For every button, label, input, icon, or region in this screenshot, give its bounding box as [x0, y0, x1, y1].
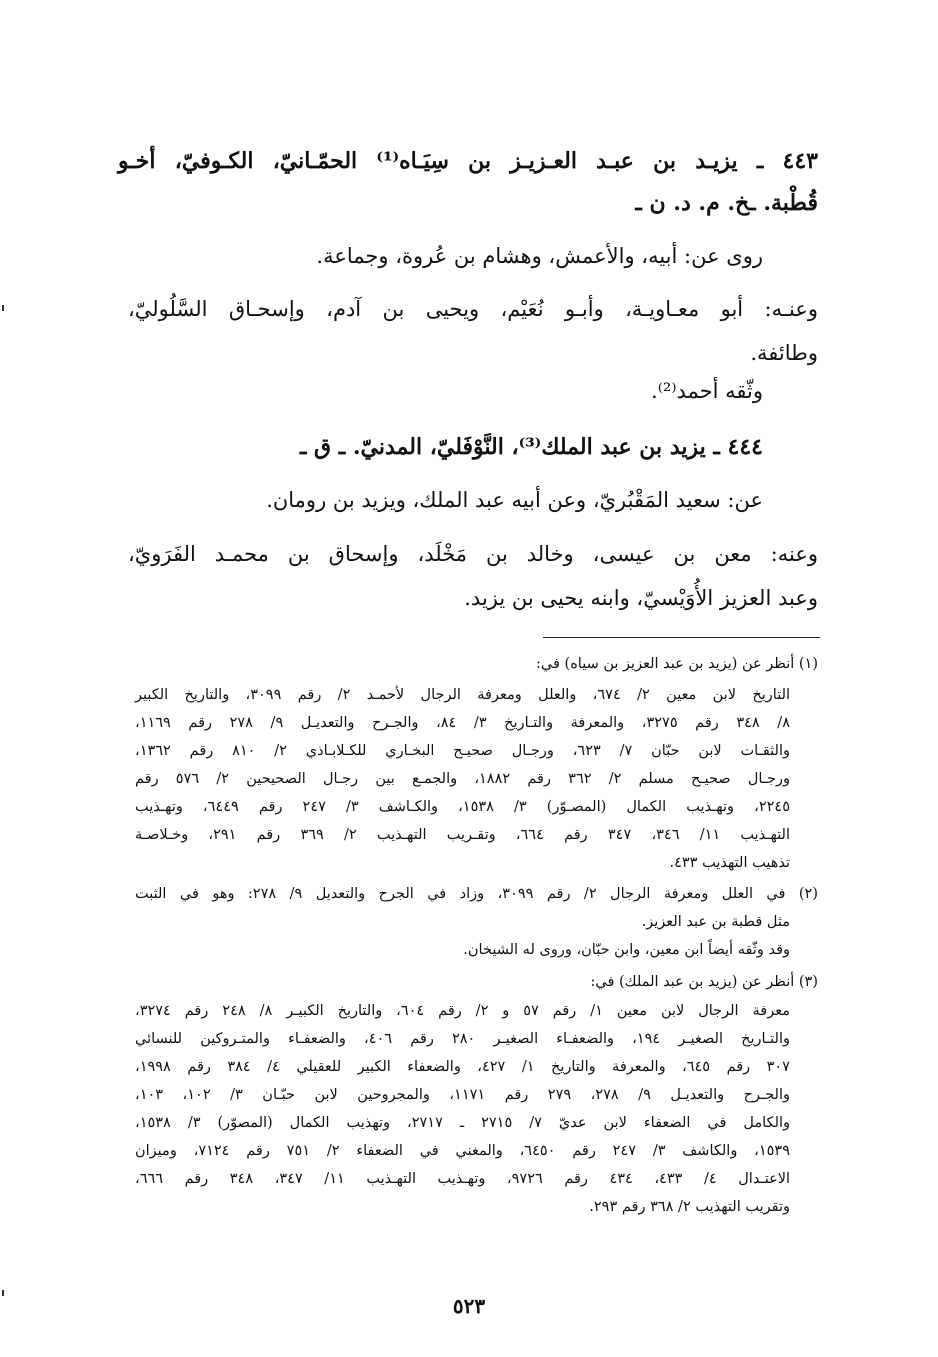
entry-444-an: عن: سعيد المَقْبُريّ، وعن أبيه عبد الملك، ويزيد بن رومان. — [266, 488, 763, 512]
footnote-1-line-4: والثقـات لابن حبّان ٧/ ٦٢٣، ورجـال صحيـح البخـاري للكـلابـاذي ٢/ ٨١٠ رقم ١٣٦٢، — [135, 743, 791, 759]
footnote-3-line-2: معرفة الرجال لابن معين ١/ رقم ٥٧ و ٢/ رقم ٦٠٤، والتاريخ الكبيـر ٨/ ٢٤٨ رقم ٣٢٧٤، — [135, 1003, 790, 1019]
footnote-2-line-2: مثل قطبة بن عبد العزيز. — [641, 914, 790, 930]
entry-443-heading-line-2: قُطْبة. ـخ. م. د. ن ـ — [635, 190, 818, 216]
entry-443-anhu-line-2: وطائفة. — [750, 341, 818, 365]
footnote-1-line-3: ٨/ ٣٤٨ رقم ٣٢٧٥، والمعرفة والتـاريخ ٣/ ٨٤، والجـرح والتعديـل ٩/ ٢٧٨ رقم ١١٦٩، — [135, 715, 790, 731]
footnote-3-line-1: (٣) أنظر عن (يزيد بن عبد الملك) في: — [590, 974, 818, 990]
page-number: ٥٢٣ — [452, 1294, 486, 1318]
footnote-1-line-5: ورجـال صحيـح مسلم ٢/ ٣٦٢ رقم ١٨٨٢، والجمـع بين رجـال الصحيحين ٢/ ٥٧٦ رقم — [135, 771, 790, 787]
footnote-3-line-6: والكامل في الضعفاء لابن عديّ ٧/ ٢٧١٥ ـ ٢٧١٧، وتهذيب الكمال (المصوّر) ٣/ ١٥٣٨، — [135, 1115, 791, 1131]
footnote-1-line-7: التهـذيب ١١/ ٣٤٦، ٣٤٧ رقم ٦٦٤، وتقـريب التهـذيب ٢/ ٣٦٩ رقم ٢٩١، وخـلاصـة — [135, 827, 791, 843]
entry-444-anhu-line-1: وعنه: معن بن عيسى، وخالد بن مَخْلَد، وإسحاق بن محمـد الفَرَويّ، — [128, 542, 818, 566]
footnote-3-line-3: والتـاريخ الصغيـر ١٩٤، والضعفـاء الصغيـر ٢٨٠ رقم ٤٠٦، والضعفـاء والمتـروكين للنسائي — [135, 1031, 791, 1047]
footnote-3-line-9: وتقريب التهذيب ٢/ ٣٦٨ رقم ٢٩٣. — [589, 1199, 790, 1215]
scan-mark — [2, 305, 4, 311]
entry-443-tawthiq: وثّقه أحمد⁽²⁾. — [651, 379, 763, 403]
footnote-3-line-4: ٣٠٧ رقم ٦٤٥، والمعرفة والتاريخ ١/ ٤٢٧، والضعفاء الكبير للعقيلي ٤/ ٣٨٤ رقم ١٩٩٨، — [135, 1059, 790, 1075]
footnote-1-line-8: تذهيب التهذيب ٤٣٣. — [669, 855, 790, 871]
footnote-2-line-1: (٢) في العلل ومعرفة الرجال ٢/ رقم ٣٠٩٩، وزاد في الجرح والتعديل ٩/ ٢٧٨: وهو في الثبت — [135, 886, 818, 902]
footnote-2-line-3: وقد وثّقه أيضاً ابن معين، وابن حبّان، وروى له الشيخان. — [463, 942, 790, 958]
footnote-separator — [543, 637, 820, 638]
entry-443-heading-line-1: ٤٤٣ ـ يزيـد بن عبـد العـزيـز بن سِيَـاه⁽¹⁾ الحمّـانيّ، الكـوفيّ، أخـو — [118, 148, 818, 174]
entry-443-riwa: روى عن: أبيه، والأعمش، وهشام بن عُروة، وجماعة. — [316, 244, 763, 268]
entry-444-heading: ٤٤٤ ـ يزيد بن عبد الملك⁽³⁾، النَّوْفَليّ، المدنيّ. ـ ق ـ — [299, 434, 763, 460]
footnote-1-line-1: (١) أنظر عن (يزيد بن عبد العزيز بن سياه) في: — [536, 656, 818, 672]
footnote-3-line-8: الاعتـدال ٤/ ٤٣٣، ٤٣٤ رقم ٩٧٢٦، وتهـذيب التهـذيب ١١/ ٣٤٧، ٣٤٨ رقم ٦٦٦، — [135, 1171, 791, 1187]
footnote-1-line-2: التاريخ لابن معين ٢/ ٦٧٤، والعلل ومعرفة الرجال لأحمـد ٢/ رقم ٣٠٩٩، والتاريخ الكبير — [135, 687, 791, 703]
footnote-1-line-6: ٢٢٤٥، وتهـذيب الكمال (المصـوّر) ٣/ ١٥٣٨، والكـاشف ٣/ ٢٤٧ رقم ٦٤٤٩، وتهـذيب — [135, 799, 790, 815]
scan-mark — [2, 1290, 4, 1296]
footnote-3-line-5: والجـرح والتعديـل ٩/ ٢٧٨، ٢٧٩ رقم ١١٧١، والمجروحين لابن حبّـان ٣/ ١٠٢، ١٠٣، — [135, 1087, 791, 1103]
entry-444-anhu-line-2: وعبد العزيز الأُوَيْسيّ، وابنه يحيى بن يزيد. — [464, 586, 818, 610]
footnote-3-line-7: ١٥٣٩، والكاشف ٣/ ٢٤٧ رقم ٦٤٥٠، والمغني في الضعفاء ٢/ ٧٥١ رقم ٧١٢٤، وميزان — [135, 1143, 790, 1159]
entry-443-anhu-line-1: وعنـه: أبو معـاويـة، وأبـو نُعَيْم، ويحيى بن آدم، وإسحـاق السَّلُوليّ، — [128, 297, 818, 321]
